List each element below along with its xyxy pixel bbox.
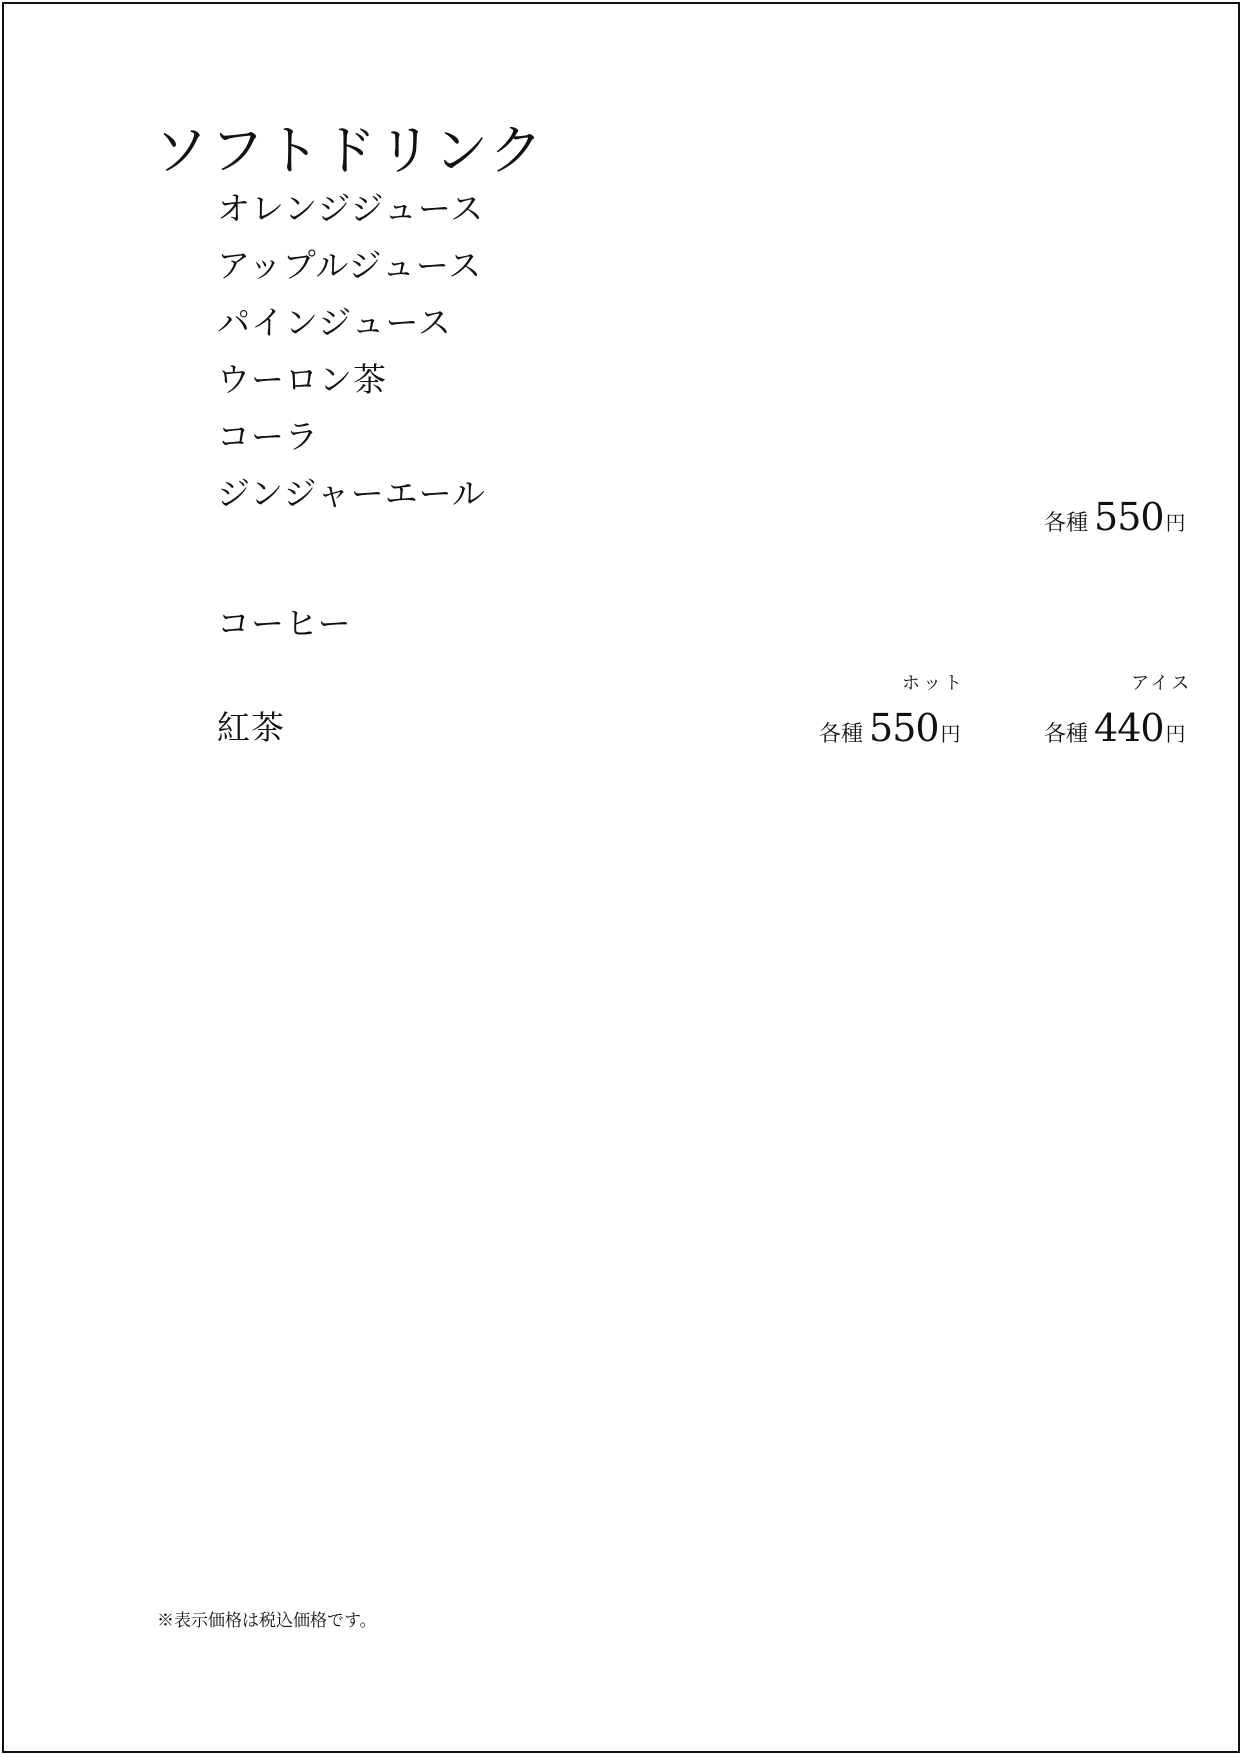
menu-item-ginger-ale: ジンジャーエール [217, 474, 487, 513]
menu-title: ソフトドリンク [154, 119, 545, 182]
menu-item-cola: コーラ [217, 417, 319, 456]
menu-page [2, 2, 1240, 1753]
menu-item-orange-juice: オレンジジュース [217, 189, 485, 228]
ice-price [1044, 706, 1186, 750]
price-amount: 440 [1094, 706, 1164, 750]
price-unit: 円 [1165, 722, 1186, 746]
price-prefix: 各種 [819, 722, 864, 747]
ice-column-label: アイス [1131, 673, 1193, 694]
price-amount: 550 [1094, 495, 1164, 539]
tax-note: ※表示価格は税込価格です。 [157, 1611, 377, 1631]
price-prefix: 各種 [1044, 511, 1089, 536]
price-prefix: 各種 [1044, 722, 1089, 747]
price-unit: 円 [1165, 511, 1186, 535]
menu-item-apple-juice: アップルジュース [217, 246, 483, 285]
hot-price [819, 706, 961, 750]
menu-item-black-tea: 紅茶 [217, 708, 285, 747]
menu-item-oolong-tea: ウーロン茶 [217, 360, 387, 399]
price-amount: 550 [869, 706, 939, 750]
price-unit: 円 [940, 722, 961, 746]
menu-item-pineapple-juice: パインジュース [217, 303, 452, 342]
soft-drinks-price [1044, 495, 1186, 539]
menu-item-coffee: コーヒー [217, 604, 352, 643]
hot-column-label: ホット [902, 673, 965, 694]
